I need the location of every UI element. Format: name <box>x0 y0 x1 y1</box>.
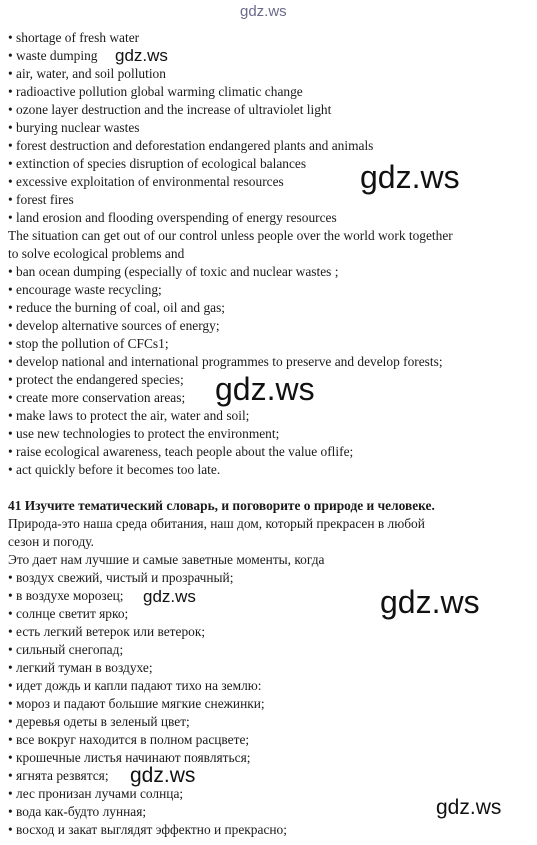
list-item: • восход и закат выглядят эффектно и прекрасно; <box>8 822 287 837</box>
list-item: • легкий туман в воздухе; <box>8 660 153 675</box>
list-item: • waste dumping <box>8 48 98 63</box>
list-item: • develop alternative sources of energy; <box>8 318 220 333</box>
list-item: • воздух свежий, чистый и прозрачный; <box>8 570 234 585</box>
paragraph-line: The situation can get out of our control unless people over the world work together <box>8 228 453 243</box>
list-item: • крошечные листья начинают появляться; <box>8 750 251 765</box>
list-item: • land erosion and flooding overspending of energy resources <box>8 210 337 225</box>
list-item: • ягнята резвятся; <box>8 768 109 783</box>
list-item: • идет дождь и капли падают тихо на землю: <box>8 678 262 693</box>
paragraph-line: to solve ecological problems and <box>8 246 185 261</box>
list-item: • forest fires <box>8 192 74 207</box>
list-item: • radioactive pollution global warming climatic change <box>8 84 303 99</box>
watermark-logo: gdz.ws <box>115 46 168 65</box>
list-item: • ban ocean dumping (especially of toxic and nuclear wastes ; <box>8 264 339 279</box>
list-item: • excessive exploitation of environmental resources <box>8 174 284 189</box>
list-item: • use new technologies to protect the environment; <box>8 426 280 441</box>
paragraph-line: Это дает нам лучшие и самые заветные моменты, когда <box>8 552 325 567</box>
list-item: • reduce the burning of coal, oil and gas; <box>8 300 226 315</box>
list-item: • солнце светит ярко; <box>8 606 129 621</box>
list-item: • в воздухе морозец; <box>8 588 124 603</box>
watermark-logo: gdz.ws <box>360 159 460 195</box>
list-item: • мороз и падают большие мягкие снежинки; <box>8 696 265 711</box>
paragraph-line: Природа-это наша среда обитания, наш дом, который прекрасен в любой <box>8 516 425 531</box>
watermark-logo: gdz.ws <box>143 587 196 606</box>
list-item: • stop the pollution of CFCs1; <box>8 336 169 351</box>
watermark-logo: gdz.ws <box>240 3 287 20</box>
list-item: • все вокруг находится в полном расцвете; <box>8 732 250 747</box>
list-item: • деревья одеты в зеленый цвет; <box>8 714 190 729</box>
watermark-logo: gdz.ws <box>215 371 315 407</box>
list-item: • create more conservation areas; <box>8 390 186 405</box>
task-heading: 41 Изучите тематический словарь, и поговорите о природе и человеке. <box>8 498 435 513</box>
list-item: • forest destruction and deforestation endangered plants and animals <box>8 138 374 153</box>
list-item: • лес пронизан лучами солнца; <box>8 786 184 801</box>
list-item: • вода как-будто лунная; <box>8 804 147 819</box>
paragraph-line: сезон и погоду. <box>8 534 94 549</box>
list-item: • extinction of species disruption of ecological balances <box>8 156 307 171</box>
list-item: • сильный снегопад; <box>8 642 124 657</box>
list-item: • burying nuclear wastes <box>8 120 140 135</box>
watermark-logo: gdz.ws <box>130 764 196 787</box>
list-item: • shortage of fresh water <box>8 30 140 45</box>
watermark-logo: gdz.ws <box>380 584 480 620</box>
list-item: • есть легкий ветерок или ветерок; <box>8 624 206 639</box>
list-item: • ozone layer destruction and the increase of ultraviolet light <box>8 102 332 117</box>
list-item: • develop national and international programmes to preserve and develop forests; <box>8 354 443 369</box>
list-item: • protect the endangered species; <box>8 372 184 387</box>
list-item: • air, water, and soil pollution <box>8 66 166 81</box>
list-item: • raise ecological awareness, teach people about the value oflife; <box>8 444 354 459</box>
list-item: • make laws to protect the air, water and soil; <box>8 408 250 423</box>
list-item: • encourage waste recycling; <box>8 282 162 297</box>
list-item: • act quickly before it becomes too late. <box>8 462 221 477</box>
watermark-logo: gdz.ws <box>436 796 502 819</box>
